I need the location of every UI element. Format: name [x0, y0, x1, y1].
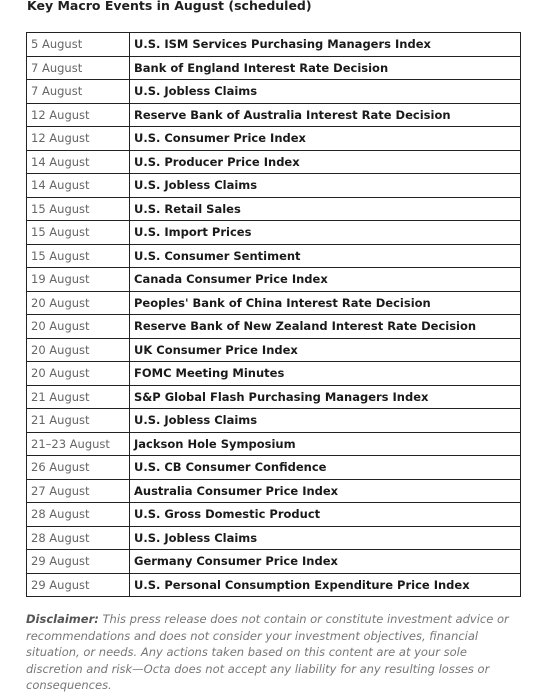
- table-row: [27, 550, 521, 574]
- event-date: 20 August: [27, 315, 130, 339]
- event-date: 5 August: [27, 33, 130, 57]
- event-name: Jackson Hole Symposium: [130, 432, 521, 456]
- disclaimer-label: Disclaimer:: [26, 612, 99, 626]
- event-date: 15 August: [27, 197, 130, 221]
- table-row: [27, 315, 521, 339]
- event-date: 14 August: [27, 174, 130, 198]
- table-row: [27, 56, 521, 80]
- event-name: U.S. Producer Price Index: [130, 150, 521, 174]
- event-name: S&P Global Flash Purchasing Managers Index: [130, 385, 521, 409]
- table-row: [27, 573, 521, 597]
- event-name: U.S. CB Consumer Confidence: [130, 456, 521, 480]
- event-date: 14 August: [27, 150, 130, 174]
- table-row: [27, 174, 521, 198]
- event-date: 7 August: [27, 80, 130, 104]
- table-row: [27, 432, 521, 456]
- event-date: 15 August: [27, 244, 130, 268]
- event-name: U.S. Gross Domestic Product: [130, 503, 521, 527]
- table-row: [27, 456, 521, 480]
- table-row: [27, 103, 521, 127]
- table-row: [27, 385, 521, 409]
- table-row: [27, 409, 521, 433]
- event-name: U.S. Import Prices: [130, 221, 521, 245]
- table-row: [27, 33, 521, 57]
- table-row: [27, 150, 521, 174]
- event-date: 15 August: [27, 221, 130, 245]
- event-date: 29 August: [27, 573, 130, 597]
- event-name: U.S. Consumer Sentiment: [130, 244, 521, 268]
- events-table: [26, 32, 521, 597]
- page-title: Key Macro Events in August (scheduled): [27, 0, 312, 13]
- event-date: 21–23 August: [27, 432, 130, 456]
- event-date: 27 August: [27, 479, 130, 503]
- event-name: U.S. Jobless Claims: [130, 174, 521, 198]
- event-name: U.S. Jobless Claims: [130, 409, 521, 433]
- event-date: 26 August: [27, 456, 130, 480]
- event-date: 29 August: [27, 550, 130, 574]
- event-name: Reserve Bank of New Zealand Interest Rate Decision: [130, 315, 521, 339]
- disclaimer-text: This press release does not contain or constitute investment advice or recommendations and does not consider your investment objectives, financial situation, or needs. Any actions taken based on this content are at your sole discretion and risk—Octa does not accept any liability for any resulting losses or consequences.: [26, 612, 509, 693]
- table-row: [27, 244, 521, 268]
- table-row: [27, 127, 521, 151]
- table-row: [27, 221, 521, 245]
- event-date: 20 August: [27, 338, 130, 362]
- event-name: Bank of England Interest Rate Decision: [130, 56, 521, 80]
- events-table-body: [27, 33, 521, 597]
- table-row: [27, 362, 521, 386]
- event-name: U.S. Consumer Price Index: [130, 127, 521, 151]
- table-row: [27, 291, 521, 315]
- event-date: 20 August: [27, 291, 130, 315]
- table-row: [27, 80, 521, 104]
- event-name: Germany Consumer Price Index: [130, 550, 521, 574]
- event-name: U.S. Personal Consumption Expenditure Price Index: [130, 573, 521, 597]
- event-name: Reserve Bank of Australia Interest Rate Decision: [130, 103, 521, 127]
- event-name: UK Consumer Price Index: [130, 338, 521, 362]
- event-date: 28 August: [27, 526, 130, 550]
- event-name: U.S. Jobless Claims: [130, 80, 521, 104]
- table-row: [27, 479, 521, 503]
- event-date: 7 August: [27, 56, 130, 80]
- event-date: 21 August: [27, 385, 130, 409]
- event-date: 21 August: [27, 409, 130, 433]
- event-date: 19 August: [27, 268, 130, 292]
- table-row: [27, 526, 521, 550]
- event-name: Australia Consumer Price Index: [130, 479, 521, 503]
- event-date: 28 August: [27, 503, 130, 527]
- event-name: U.S. Jobless Claims: [130, 526, 521, 550]
- event-name: U.S. ISM Services Purchasing Managers Index: [130, 33, 521, 57]
- table-row: [27, 197, 521, 221]
- table-row: [27, 268, 521, 292]
- event-date: 20 August: [27, 362, 130, 386]
- event-name: Canada Consumer Price Index: [130, 268, 521, 292]
- event-date: 12 August: [27, 127, 130, 151]
- event-date: 12 August: [27, 103, 130, 127]
- table-row: [27, 338, 521, 362]
- event-name: Peoples' Bank of China Interest Rate Decision: [130, 291, 521, 315]
- event-name: U.S. Retail Sales: [130, 197, 521, 221]
- event-name: FOMC Meeting Minutes: [130, 362, 521, 386]
- table-row: [27, 503, 521, 527]
- disclaimer: [26, 611, 526, 694]
